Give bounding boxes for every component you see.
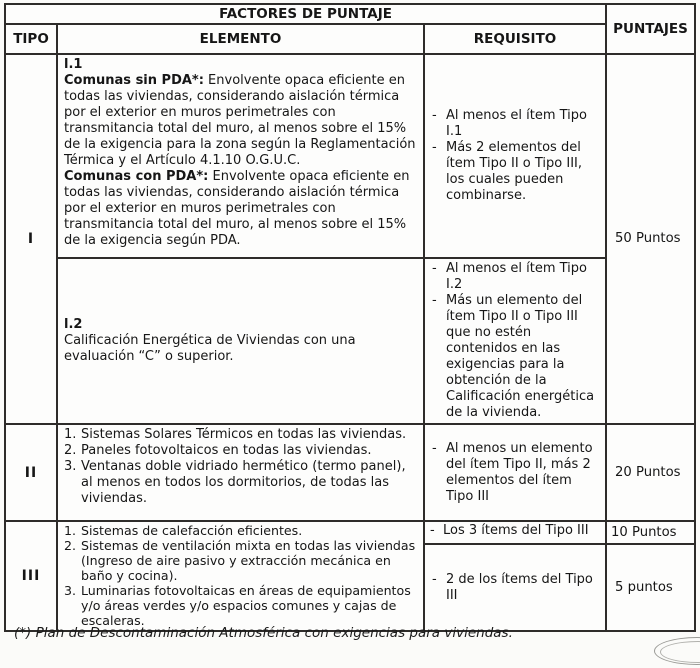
item-i1-sin-pda: Comunas sin PDA*: Envolvente opaca eficiente en todas las viviendas, considerando aislación térmica por el exterior en muros perimetrales con transmitancia total del muro, al menos sobre el 15% de la exigencia para la zona según la Reglamentación Térmica y el Artículo 4.1.10 O.G.U.C.	[64, 73, 416, 168]
tipo3-puntaje-a: 10 Puntos	[606, 521, 695, 544]
item-i1-label: l.1	[64, 57, 83, 72]
tipo2-puntaje: 20 Puntos	[606, 424, 695, 521]
requisito-item: - Al menos un elemento del ítem Tipo II, más 2 elementos del ítem Tipo III	[432, 440, 593, 504]
tipo2-requisito	[424, 424, 606, 521]
stamp-edge	[642, 634, 700, 668]
tipo1-label: I	[5, 54, 57, 424]
pda-footnote: (*) Plan de Descontaminación Atmosférica con exigencias para viviendas.	[14, 625, 513, 641]
elemento-item: 1. Sistemas Solares Térmicos en todas las viviendas.	[64, 427, 407, 442]
column-header-requisito: REQUISITO	[424, 24, 606, 54]
elemento-item: 2. Paneles fotovoltaicos en todas las viviendas.	[64, 443, 372, 458]
column-header-row	[5, 24, 695, 54]
row-tipo3-a	[5, 521, 695, 544]
tipo1-puntaje: 50 Puntos	[606, 54, 695, 424]
elemento-item: 2. Sistemas de ventilación mixta en todas las viviendas (Ingreso de aire pasivo y extracción mecánica en baño y cocina).	[64, 538, 416, 583]
requisito-item: - Al menos el ítem Tipo I.1	[432, 108, 588, 139]
dash-bullet: -	[430, 523, 435, 538]
dash-bullet: -	[432, 140, 437, 155]
item-i2-label: l.2	[64, 317, 83, 332]
elemento-item: 3. Luminarias fotovoltaicas en áreas de equipamientos y/o áreas verdes y/o espacios comunes y cajas de escaleras.	[64, 583, 411, 628]
requisito-item: - Más un elemento del ítem Tipo II o Tipo III que no estén contenidos en las exigencias para la obtención de la Calificación energética de la vivienda.	[432, 293, 595, 420]
score-factors-table	[4, 3, 696, 632]
elemento-item: 3. Ventanas doble vidriado hermético (termo panel), al menos en todos los dormitorios, de todas las viviendas.	[64, 459, 406, 506]
item-i2-text: Calificación Energética de Viviendas con una evaluación “C” o superior.	[64, 333, 356, 364]
table-title-row	[5, 4, 695, 24]
item-i1-con-pda: Comunas con PDA*: Envolvente opaca eficiente en todas las viviendas, considerando aislación térmica por el exterior en muros perimetrales con transmitancia total del muro, al menos sobre el 15% de la exigencia según PDA.	[64, 169, 410, 248]
tipo3-requisito-b	[424, 544, 606, 631]
elemento-item: 1. Sistemas de calefacción eficientes.	[64, 523, 303, 538]
tipo1-item2-requisito	[424, 258, 606, 424]
tipo1-item1-elemento	[57, 54, 424, 258]
tipo2-elemento	[57, 424, 424, 521]
dash-bullet: -	[432, 261, 437, 276]
dash-bullet: -	[432, 440, 437, 456]
requisito-item: - Los 3 ítems del Tipo III	[430, 523, 589, 538]
row-tipo1-item1	[5, 54, 695, 258]
tipo3-requisito-a	[424, 521, 606, 544]
column-header-puntajes: PUNTAJES	[606, 4, 695, 54]
dash-bullet: -	[432, 108, 437, 123]
row-tipo1-item2	[5, 258, 695, 424]
score-factors-table-wrap	[4, 3, 696, 632]
table-title: FACTORES DE PUNTAJE	[5, 4, 606, 24]
row-tipo2	[5, 424, 695, 521]
column-header-tipo: TIPO	[5, 24, 57, 54]
dash-bullet: -	[432, 571, 437, 587]
tipo3-puntaje-b: 5 puntos	[606, 544, 695, 631]
tipo3-label: III	[5, 521, 57, 631]
column-header-elemento: ELEMENTO	[57, 24, 424, 54]
tipo3-elemento	[57, 521, 424, 631]
tipo2-label: II	[5, 424, 57, 521]
requisito-item: - Al menos el ítem Tipo I.2	[432, 261, 588, 292]
dash-bullet: -	[432, 293, 437, 308]
requisito-item: - Más 2 elementos del ítem Tipo II o Tipo III, los cuales pueden combinarse.	[432, 140, 583, 203]
requisito-item: - 2 de los ítems del Tipo III	[432, 571, 593, 603]
tipo1-item1-requisito	[424, 54, 606, 258]
tipo1-item2-elemento	[57, 258, 424, 424]
